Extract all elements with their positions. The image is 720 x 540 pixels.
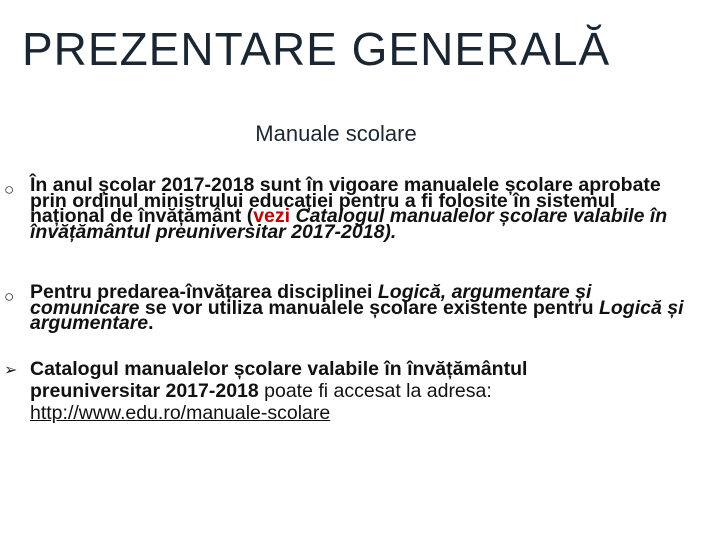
bullet-2-text-end: .: [148, 312, 154, 334]
bullet-text-1: [30, 174, 676, 243]
bullet-item-2: [4, 281, 688, 334]
bullet-item-1: [4, 174, 676, 243]
bullet-item-3: [4, 358, 604, 424]
bullet-1-text-main: În anul școlar 2017-2018 sunt în vigoare manualele școlare aprobate prin ordinul ministrului educației pentru a fi folosite în sistemul național de învățământ (: [30, 174, 661, 227]
slide-title: PREZENTARE GENERALĂ: [22, 23, 611, 75]
bullet-2-text-main: Pentru predarea-învățarea disciplinei: [30, 281, 378, 303]
bullet-1-text-italic: Catalogul manualelor școlare valabile în învățământul preuniversitar 2017-2018).: [30, 205, 668, 243]
bullet-text-2: [30, 281, 688, 334]
circle-bullet-icon: [4, 285, 30, 332]
bullet-2-text-italic-2: Logică și argumentare: [30, 296, 684, 334]
manuale-scolare-link[interactable]: http://www.edu.ro/manuale-scolare: [30, 402, 331, 424]
bullet-2-text-mid: se vor utiliza manualele școlare existente pentru: [139, 296, 599, 319]
slide-subtitle: Manuale scolare: [255, 121, 417, 146]
bullet-3-text-normal: poate fi accesat la adresa:: [258, 380, 492, 402]
bullet-3-text-main: Catalogul manualelor școlare valabile în învățământul preuniversitar 2017-2018: [30, 358, 528, 402]
bullet-2-text-italic: Logică, argumentare și comunicare: [30, 281, 592, 319]
arrow-bullet-icon: [4, 358, 30, 424]
bullet-text-3: [30, 358, 604, 424]
bullet-1-text-red: vezi: [253, 205, 291, 227]
circle-bullet-icon: [4, 178, 30, 240]
